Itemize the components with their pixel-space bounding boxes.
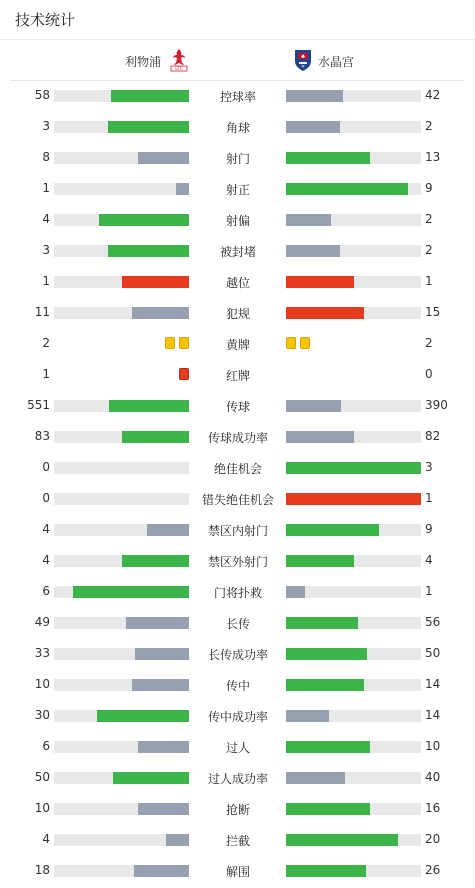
home-stat-value: 551 (27, 398, 50, 412)
home-stat-bar-fill (166, 834, 189, 846)
away-stat-bar (286, 741, 421, 753)
yellow-card-icon (165, 337, 175, 349)
home-stat-bar (54, 741, 189, 753)
stat-label: 长传 (225, 617, 250, 631)
away-stat-value: 4 (425, 553, 433, 567)
home-stat-bar-fill (134, 865, 189, 877)
stat-row (0, 825, 475, 856)
stat-row (0, 236, 475, 267)
crystal-palace-crest-icon (292, 47, 314, 73)
home-stat-bar-fill (111, 90, 189, 102)
stats-list (0, 81, 475, 887)
home-stat-bar (54, 276, 189, 288)
home-stat-bar-fill (138, 803, 189, 815)
stat-row (0, 112, 475, 143)
yellow-card-icon (286, 337, 296, 349)
stat-label: 长传成功率 (207, 648, 268, 662)
home-stat-bar (54, 152, 189, 164)
stat-row (0, 515, 475, 546)
home-stat-bar-fill (122, 431, 190, 443)
away-team-name: 水晶宫 (318, 55, 355, 69)
home-stat-value: 4 (42, 832, 50, 846)
home-stat-value: 2 (42, 336, 50, 350)
home-stat-bar (54, 90, 189, 102)
away-stat-value: 1 (425, 584, 433, 598)
away-stat-value: 9 (425, 181, 433, 195)
stat-label: 绝佳机会 (213, 462, 262, 476)
away-stat-bar-fill (286, 555, 354, 567)
home-stat-bar (54, 245, 189, 257)
home-stat-value: 3 (42, 243, 50, 257)
away-stat-bar-fill (286, 803, 370, 815)
yellow-card-icon (179, 337, 189, 349)
away-stat-bar (286, 648, 421, 660)
home-stat-bar-fill (113, 772, 189, 784)
away-stat-bar (286, 121, 421, 133)
home-stat-bar (54, 679, 189, 691)
stat-row (0, 453, 475, 484)
away-stat-value: 20 (425, 832, 441, 846)
home-stat-bar (54, 183, 189, 195)
away-stat-bar (286, 555, 421, 567)
away-stat-bar (286, 183, 421, 195)
stat-row (0, 546, 475, 577)
away-stat-bar-fill (286, 276, 354, 288)
away-stat-value: 82 (425, 429, 441, 443)
away-stat-bar (286, 152, 421, 164)
away-stat-bar-fill (286, 710, 329, 722)
home-stat-bar (54, 121, 189, 133)
away-stat-bar (286, 462, 421, 474)
home-stat-value: 1 (42, 181, 50, 195)
away-stat-bar-fill (286, 493, 421, 505)
stat-row (0, 484, 475, 515)
liverpool-crest-icon (168, 47, 190, 73)
home-stat-bar-fill (138, 741, 189, 753)
home-cards (165, 337, 189, 349)
away-stat-value: 40 (425, 770, 441, 784)
home-stat-bar (54, 307, 189, 319)
home-stat-value: 33 (34, 646, 50, 660)
away-stat-bar-fill (286, 245, 340, 257)
away-stat-bar (286, 865, 421, 877)
home-stat-bar (54, 803, 189, 815)
away-stat-bar (286, 307, 421, 319)
away-stat-bar (286, 400, 421, 412)
away-stat-value: 56 (425, 615, 441, 629)
away-stat-value: 2 (425, 243, 433, 257)
stat-label: 门将扑救 (213, 586, 262, 600)
away-stat-bar-fill (286, 121, 340, 133)
home-stat-bar-fill (135, 648, 189, 660)
home-stat-value: 3 (42, 119, 50, 133)
away-stat-value: 2 (425, 119, 433, 133)
home-stat-value: 49 (34, 615, 50, 629)
home-stat-value: 10 (34, 801, 50, 815)
home-stat-value: 6 (42, 584, 50, 598)
away-stat-bar (286, 617, 421, 629)
away-stat-bar (286, 90, 421, 102)
home-stat-bar (54, 648, 189, 660)
away-stat-value: 3 (425, 460, 433, 474)
home-stat-bar (54, 400, 189, 412)
stat-label: 角球 (225, 121, 250, 135)
away-stat-value: 9 (425, 522, 433, 536)
away-stat-bar-fill (286, 152, 370, 164)
stat-label: 黄牌 (225, 338, 250, 352)
away-stat-bar (286, 524, 421, 536)
home-stat-bar-fill (176, 183, 190, 195)
home-stat-bar-fill (138, 152, 189, 164)
away-stat-bar (286, 493, 421, 505)
home-stat-value: 58 (34, 88, 50, 102)
home-cards (179, 368, 189, 380)
stat-row (0, 732, 475, 763)
page-header (0, 0, 475, 40)
stat-label: 传球成功率 (207, 431, 268, 445)
away-stat-bar-fill (286, 865, 366, 877)
stat-row (0, 701, 475, 732)
home-stat-bar (54, 586, 189, 598)
svg-text:LFC: LFC (175, 66, 183, 72)
away-stat-value: 2 (425, 336, 433, 350)
away-stat-bar-fill (286, 648, 367, 660)
stat-row (0, 174, 475, 205)
stat-row (0, 608, 475, 639)
home-team-name: 利物浦 (125, 55, 162, 69)
home-stat-bar-fill (108, 121, 189, 133)
away-stat-value: 42 (425, 88, 441, 102)
away-stat-bar-fill (286, 741, 370, 753)
stat-label: 错失绝佳机会 (201, 493, 274, 507)
away-stat-bar (286, 803, 421, 815)
stat-row (0, 391, 475, 422)
home-stat-value: 83 (34, 429, 50, 443)
away-stat-bar-fill (286, 90, 343, 102)
stat-label: 解围 (225, 865, 250, 879)
home-stat-value: 50 (34, 770, 50, 784)
stat-label: 犯规 (225, 307, 250, 321)
away-stat-bar-fill (286, 400, 341, 412)
home-stat-bar (54, 710, 189, 722)
home-stat-value: 1 (42, 274, 50, 288)
away-stat-value: 26 (425, 863, 441, 877)
home-stat-value: 30 (34, 708, 50, 722)
away-stat-bar-fill (286, 462, 421, 474)
away-stat-value: 14 (425, 677, 441, 691)
away-stat-bar-fill (286, 431, 354, 443)
stat-label: 过人成功率 (207, 772, 268, 786)
home-stat-bar-fill (97, 710, 189, 722)
stat-label: 抢断 (225, 803, 250, 817)
stat-row (0, 298, 475, 329)
away-stat-bar (286, 214, 421, 226)
away-stat-bar-fill (286, 586, 305, 598)
away-stat-bar-fill (286, 772, 345, 784)
stat-row (0, 81, 475, 112)
away-stat-value: 16 (425, 801, 441, 815)
stat-row (0, 267, 475, 298)
away-stat-value: 13 (425, 150, 441, 164)
yellow-card-icon (300, 337, 310, 349)
stat-label: 传中成功率 (207, 710, 268, 724)
stat-row (0, 763, 475, 794)
away-stat-bar (286, 710, 421, 722)
stat-label: 射偏 (225, 214, 250, 228)
home-stat-value: 4 (42, 553, 50, 567)
away-stat-value: 1 (425, 491, 433, 505)
page-title: 技术统计 (15, 11, 76, 29)
home-stat-bar-fill (147, 524, 189, 536)
stat-label: 禁区外射门 (207, 555, 268, 569)
away-stat-value: 1 (425, 274, 433, 288)
home-stat-value: 0 (42, 460, 50, 474)
stat-label: 红牌 (225, 369, 250, 383)
home-stat-bar (54, 555, 189, 567)
home-stat-value: 10 (34, 677, 50, 691)
away-stat-value: 10 (425, 739, 441, 753)
away-stat-bar-fill (286, 214, 331, 226)
home-stat-bar (54, 524, 189, 536)
away-stat-bar (286, 276, 421, 288)
away-stat-value: 14 (425, 708, 441, 722)
away-stat-bar-fill (286, 617, 358, 629)
home-stat-bar-fill (109, 400, 189, 412)
stat-row (0, 143, 475, 174)
away-stat-bar-fill (286, 679, 364, 691)
home-stat-bar (54, 431, 189, 443)
home-stat-bar (54, 617, 189, 629)
away-stat-bar (286, 679, 421, 691)
teams-header (10, 40, 465, 81)
home-stat-bar-fill (73, 586, 189, 598)
away-stat-bar (286, 772, 421, 784)
stat-row (0, 670, 475, 701)
stat-label: 被封堵 (219, 245, 256, 259)
home-stat-bar-fill (108, 245, 189, 257)
home-stat-value: 11 (34, 305, 50, 319)
red-card-icon (179, 368, 189, 380)
home-stat-value: 1 (42, 367, 50, 381)
home-stat-bar (54, 493, 189, 505)
home-stat-bar-fill (132, 307, 189, 319)
home-stat-value: 0 (42, 491, 50, 505)
home-stat-value: 4 (42, 522, 50, 536)
stat-label: 控球率 (219, 90, 256, 104)
stat-row (0, 856, 475, 887)
away-stat-value: 390 (425, 398, 448, 412)
away-stat-bar (286, 431, 421, 443)
away-stat-bar (286, 245, 421, 257)
home-stat-value: 18 (34, 863, 50, 877)
stat-label: 禁区内射门 (207, 524, 268, 538)
away-stat-value: 2 (425, 212, 433, 226)
home-stat-bar-fill (122, 276, 190, 288)
home-stat-value: 4 (42, 212, 50, 226)
away-stat-bar-fill (286, 834, 398, 846)
home-stat-bar (54, 214, 189, 226)
away-stat-bar-fill (286, 183, 408, 195)
stat-row (0, 422, 475, 453)
away-stat-bar (286, 586, 421, 598)
stat-label: 传球 (225, 400, 250, 414)
stat-label: 过人 (225, 741, 250, 755)
home-stat-bar-fill (126, 617, 189, 629)
away-stat-bar-fill (286, 524, 379, 536)
away-stat-bar-fill (286, 307, 364, 319)
stat-row (0, 639, 475, 670)
stat-row (0, 329, 475, 360)
stat-label: 越位 (225, 276, 250, 290)
away-stat-value: 15 (425, 305, 441, 319)
home-stat-bar-fill (132, 679, 189, 691)
home-stat-bar (54, 865, 189, 877)
home-stat-bar (54, 462, 189, 474)
away-stat-value: 50 (425, 646, 441, 660)
home-stat-value: 8 (42, 150, 50, 164)
stat-row (0, 205, 475, 236)
stat-label: 射门 (225, 152, 250, 166)
home-stat-bar-fill (122, 555, 190, 567)
away-stat-bar (286, 834, 421, 846)
away-stat-value: 0 (425, 367, 433, 381)
home-stat-bar-fill (99, 214, 189, 226)
stat-row (0, 794, 475, 825)
stat-row (0, 360, 475, 391)
home-stat-bar (54, 834, 189, 846)
home-stat-value: 6 (42, 739, 50, 753)
stat-row (0, 577, 475, 608)
home-stat-bar (54, 772, 189, 784)
stat-label: 拦截 (225, 834, 250, 848)
away-cards (286, 337, 310, 349)
stat-label: 射正 (225, 183, 250, 197)
stat-label: 传中 (225, 679, 250, 693)
